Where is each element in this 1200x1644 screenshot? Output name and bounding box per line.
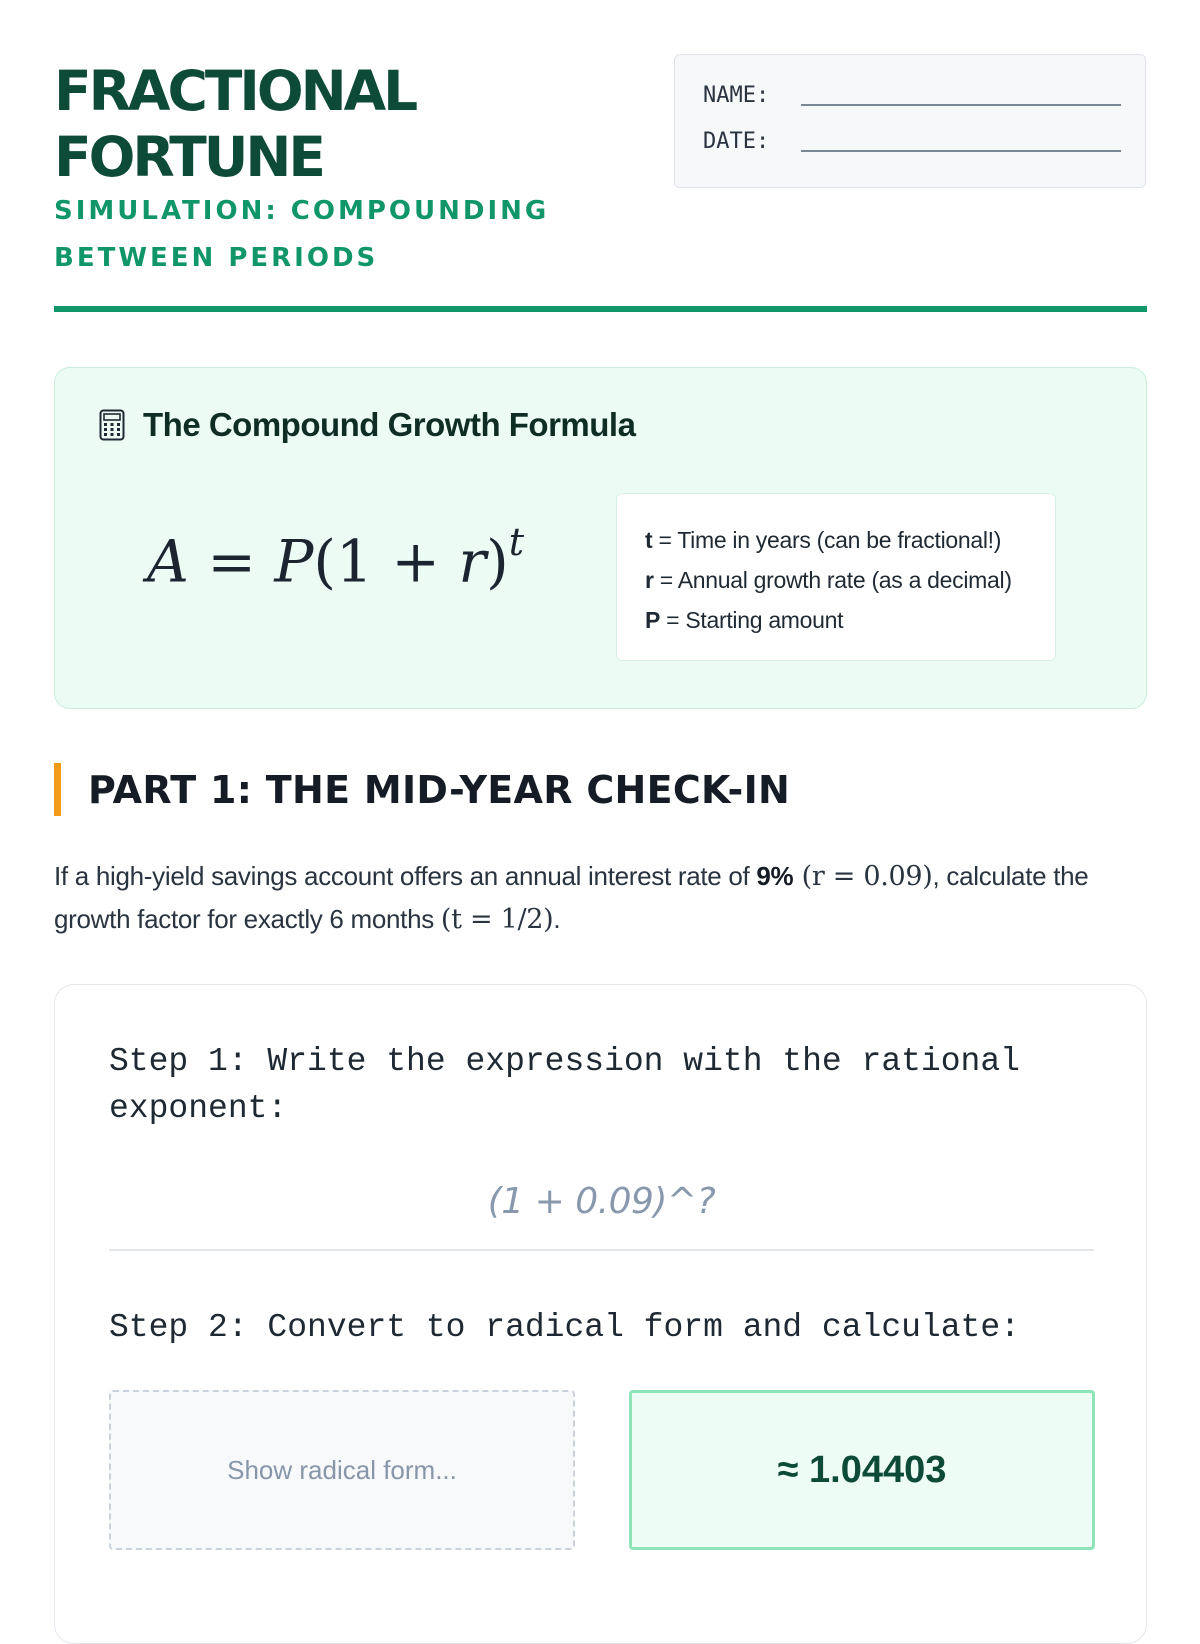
- step-2-label: Step 2: Convert to radical form and calculate:: [109, 1309, 1020, 1346]
- work-card: [54, 984, 1147, 1644]
- worksheet-title: [54, 58, 415, 190]
- answer-box: ≈ 1.04403: [629, 1390, 1095, 1550]
- part-1-intro: If a high-yield savings account offers an annual interest rate of 9% (r = 0.09), calculate the growth factor for exactly 6 months (t = 1/2).: [54, 861, 1089, 935]
- rate-value: 9%: [756, 861, 794, 891]
- name-date-box: [674, 54, 1146, 188]
- formula-paren-open: (1 +: [313, 527, 459, 596]
- title-line-2: FORTUNE: [54, 125, 323, 189]
- formula-legend: [616, 493, 1056, 661]
- legend-row-p: P = Starting amount: [645, 607, 844, 633]
- step-1-expression[interactable]: (1 + 0.09)^?: [487, 1181, 716, 1222]
- date-input-line[interactable]: [801, 150, 1121, 152]
- formula-p: P: [274, 527, 314, 596]
- name-label: NAME:: [703, 83, 770, 108]
- step-1-answer-line: [109, 1249, 1094, 1251]
- formula-heading-text: The Compound Growth Formula: [143, 406, 636, 443]
- formula-equals: =: [207, 527, 256, 596]
- part-accent-bar: [54, 763, 61, 816]
- worksheet-subtitle: SIMULATION: COMPOUNDING BETWEEN PERIODS: [54, 196, 550, 273]
- legend-row-t: t = Time in years (can be fractional!): [645, 527, 1002, 553]
- name-input-line[interactable]: [801, 104, 1121, 106]
- formula-exponent-t: t: [508, 520, 525, 564]
- header-divider: [54, 306, 1147, 312]
- date-label: DATE:: [703, 129, 770, 154]
- step-1-label: Step 1: Write the expression with the rational exponent:: [109, 1043, 1020, 1127]
- legend-row-r: r = Annual growth rate (as a decimal): [645, 567, 1012, 593]
- calculator-icon: [99, 409, 125, 441]
- formula-heading: [99, 406, 635, 444]
- formula-a: A: [147, 527, 189, 596]
- rate-math: (r = 0.09): [793, 861, 933, 892]
- name-field-row: [703, 83, 1121, 108]
- formula-r: r: [458, 527, 487, 596]
- title-line-1: FRACTIONAL: [54, 59, 416, 123]
- time-math: (t = 1/2): [440, 904, 554, 935]
- compound-growth-formula: [147, 520, 525, 596]
- part-1-heading: PART 1: THE MID-YEAR CHECK-IN: [88, 768, 791, 812]
- formula-paren-close: ): [486, 527, 509, 596]
- formula-card: [54, 367, 1147, 709]
- date-field-row: [703, 129, 1121, 154]
- show-radical-form-button[interactable]: Show radical form...: [109, 1390, 575, 1550]
